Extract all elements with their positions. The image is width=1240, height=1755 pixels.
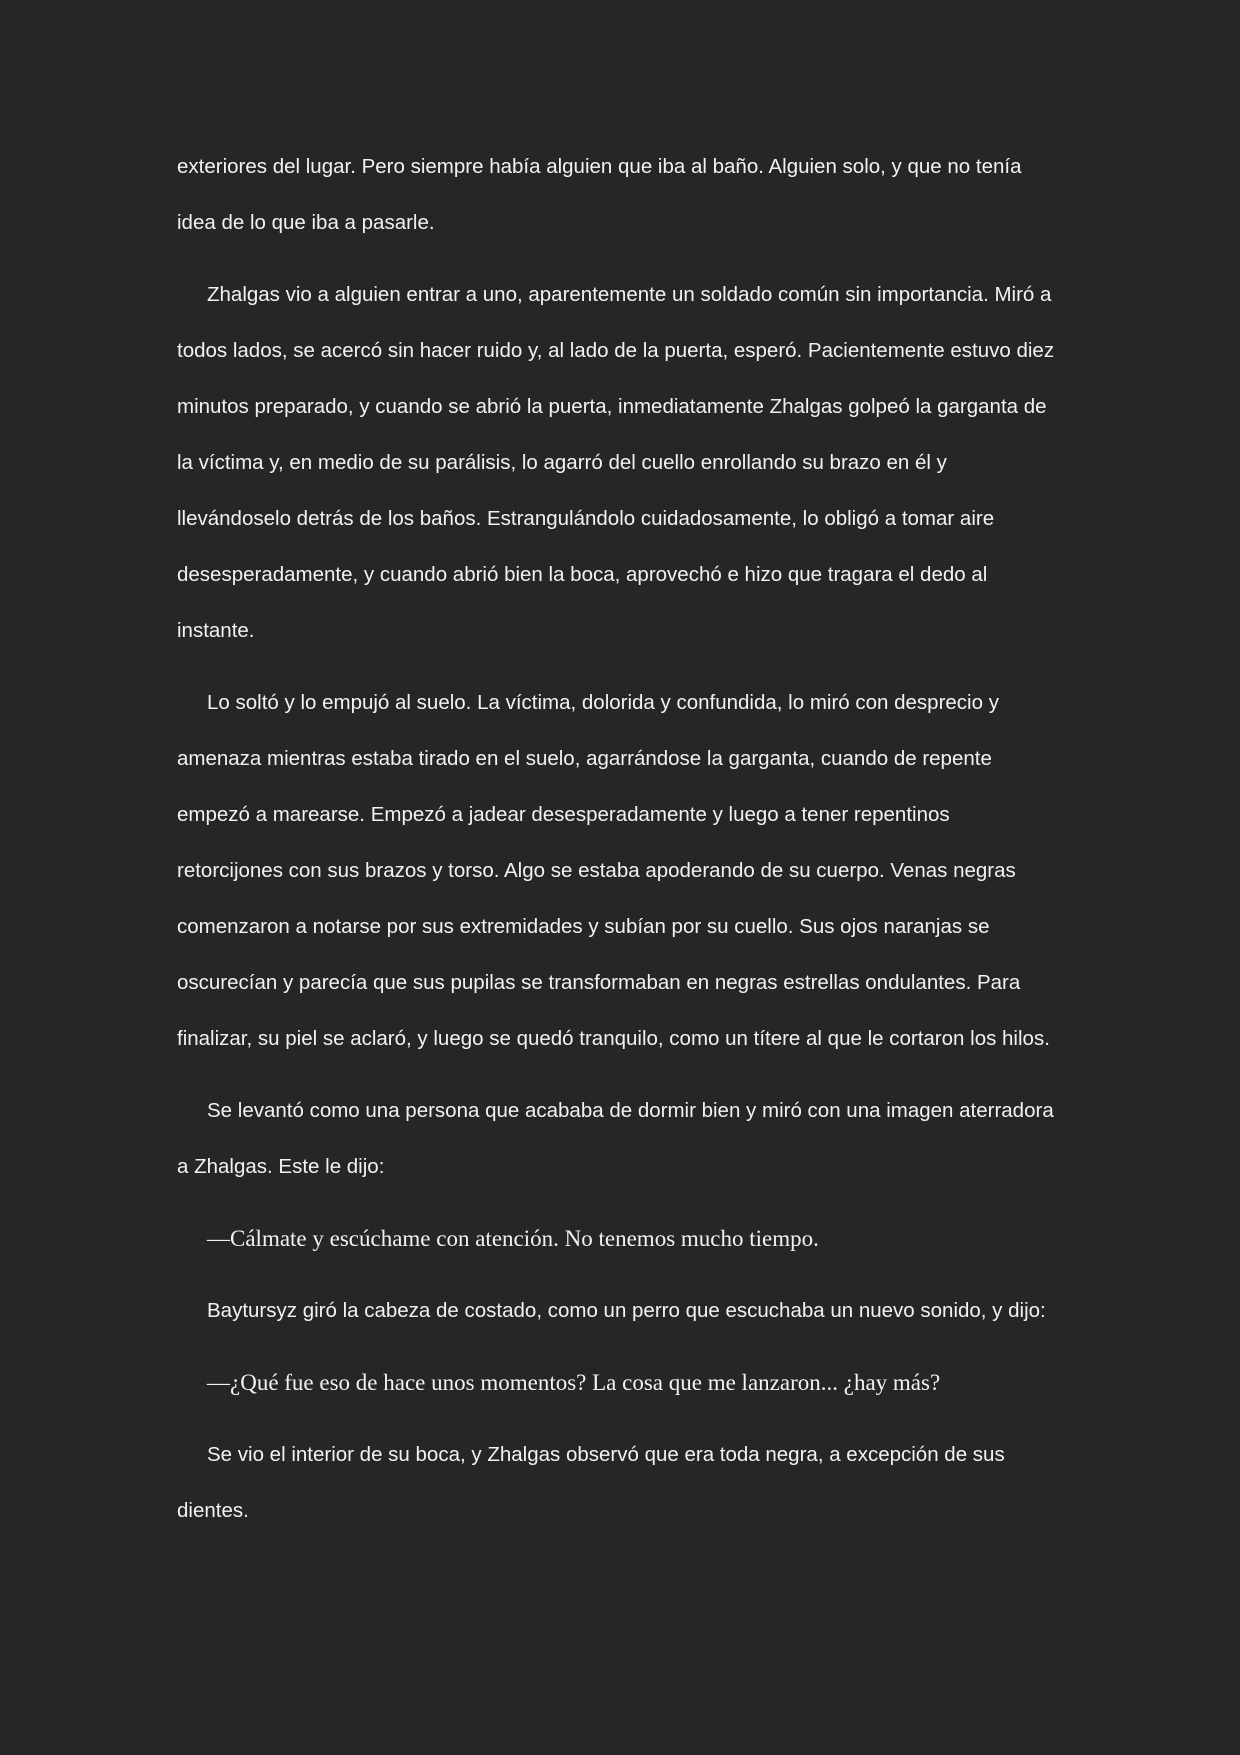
document-page bbox=[177, 139, 1057, 1555]
dialogue-line-1: —Cálmate y escúchame con atención. No tenemos mucho tiempo. bbox=[207, 1226, 819, 1251]
paragraph-2: Zhalgas vio a alguien entrar a uno, aparentemente un soldado común sin importancia. Miró a todos lados, se acercó sin hacer ruido y, al lado de la puerta, esperó. Pacientemente estuvo diez minutos preparado, y cuando se abrió la puerta, inmediatamente Zhalgas golpeó la garganta de la víctima y, en medio de su parálisis, lo agarró del cuello enrollando su brazo en él y llevándoselo detrás de los baños. Estrangulándolo cuidadosamente, lo obligó a tomar aire desesperadamente, y cuando abrió bien la boca, aprovechó e hizo que tragara el dedo al instante. bbox=[177, 283, 1055, 642]
paragraph-1: exteriores del lugar. Pero siempre había alguien que iba al baño. Alguien solo, y que no tenía idea de lo que iba a pasarle. bbox=[177, 155, 1022, 234]
paragraph-4: Se levantó como una persona que acababa de dormir bien y miró con una imagen aterradora a Zhalgas. Este le dijo: bbox=[177, 1099, 1054, 1178]
paragraph-6: Se vio el interior de su boca, y Zhalgas observó que era toda negra, a excepción de sus dientes. bbox=[177, 1443, 1005, 1522]
paragraph-3: Lo soltó y lo empujó al suelo. La víctima, dolorida y confundida, lo miró con desprecio y amenaza mientras estaba tirado en el suelo, agarrándose la garganta, cuando de repente empezó a marearse. Empezó a jadear desesperadamente y luego a tener repentinos retorcijones con sus brazos y torso. Algo se estaba apoderando de su cuerpo. Venas negras comenzaron a notarse por sus extremidades y subían por su cuello. Sus ojos naranjas se oscurecían y parecía que sus pupilas se transformaban en negras estrellas ondulantes. Para finalizar, su piel se aclaró, y luego se quedó tranquilo, como un títere al que le cortaron los hilos. bbox=[177, 691, 1050, 1050]
dialogue-line-2: —¿Qué fue eso de hace unos momentos? La cosa que me lanzaron... ¿hay más? bbox=[207, 1370, 941, 1395]
paragraph-5: Baytursyz giró la cabeza de costado, como un perro que escuchaba un nuevo sonido, y dijo: bbox=[207, 1299, 1046, 1322]
